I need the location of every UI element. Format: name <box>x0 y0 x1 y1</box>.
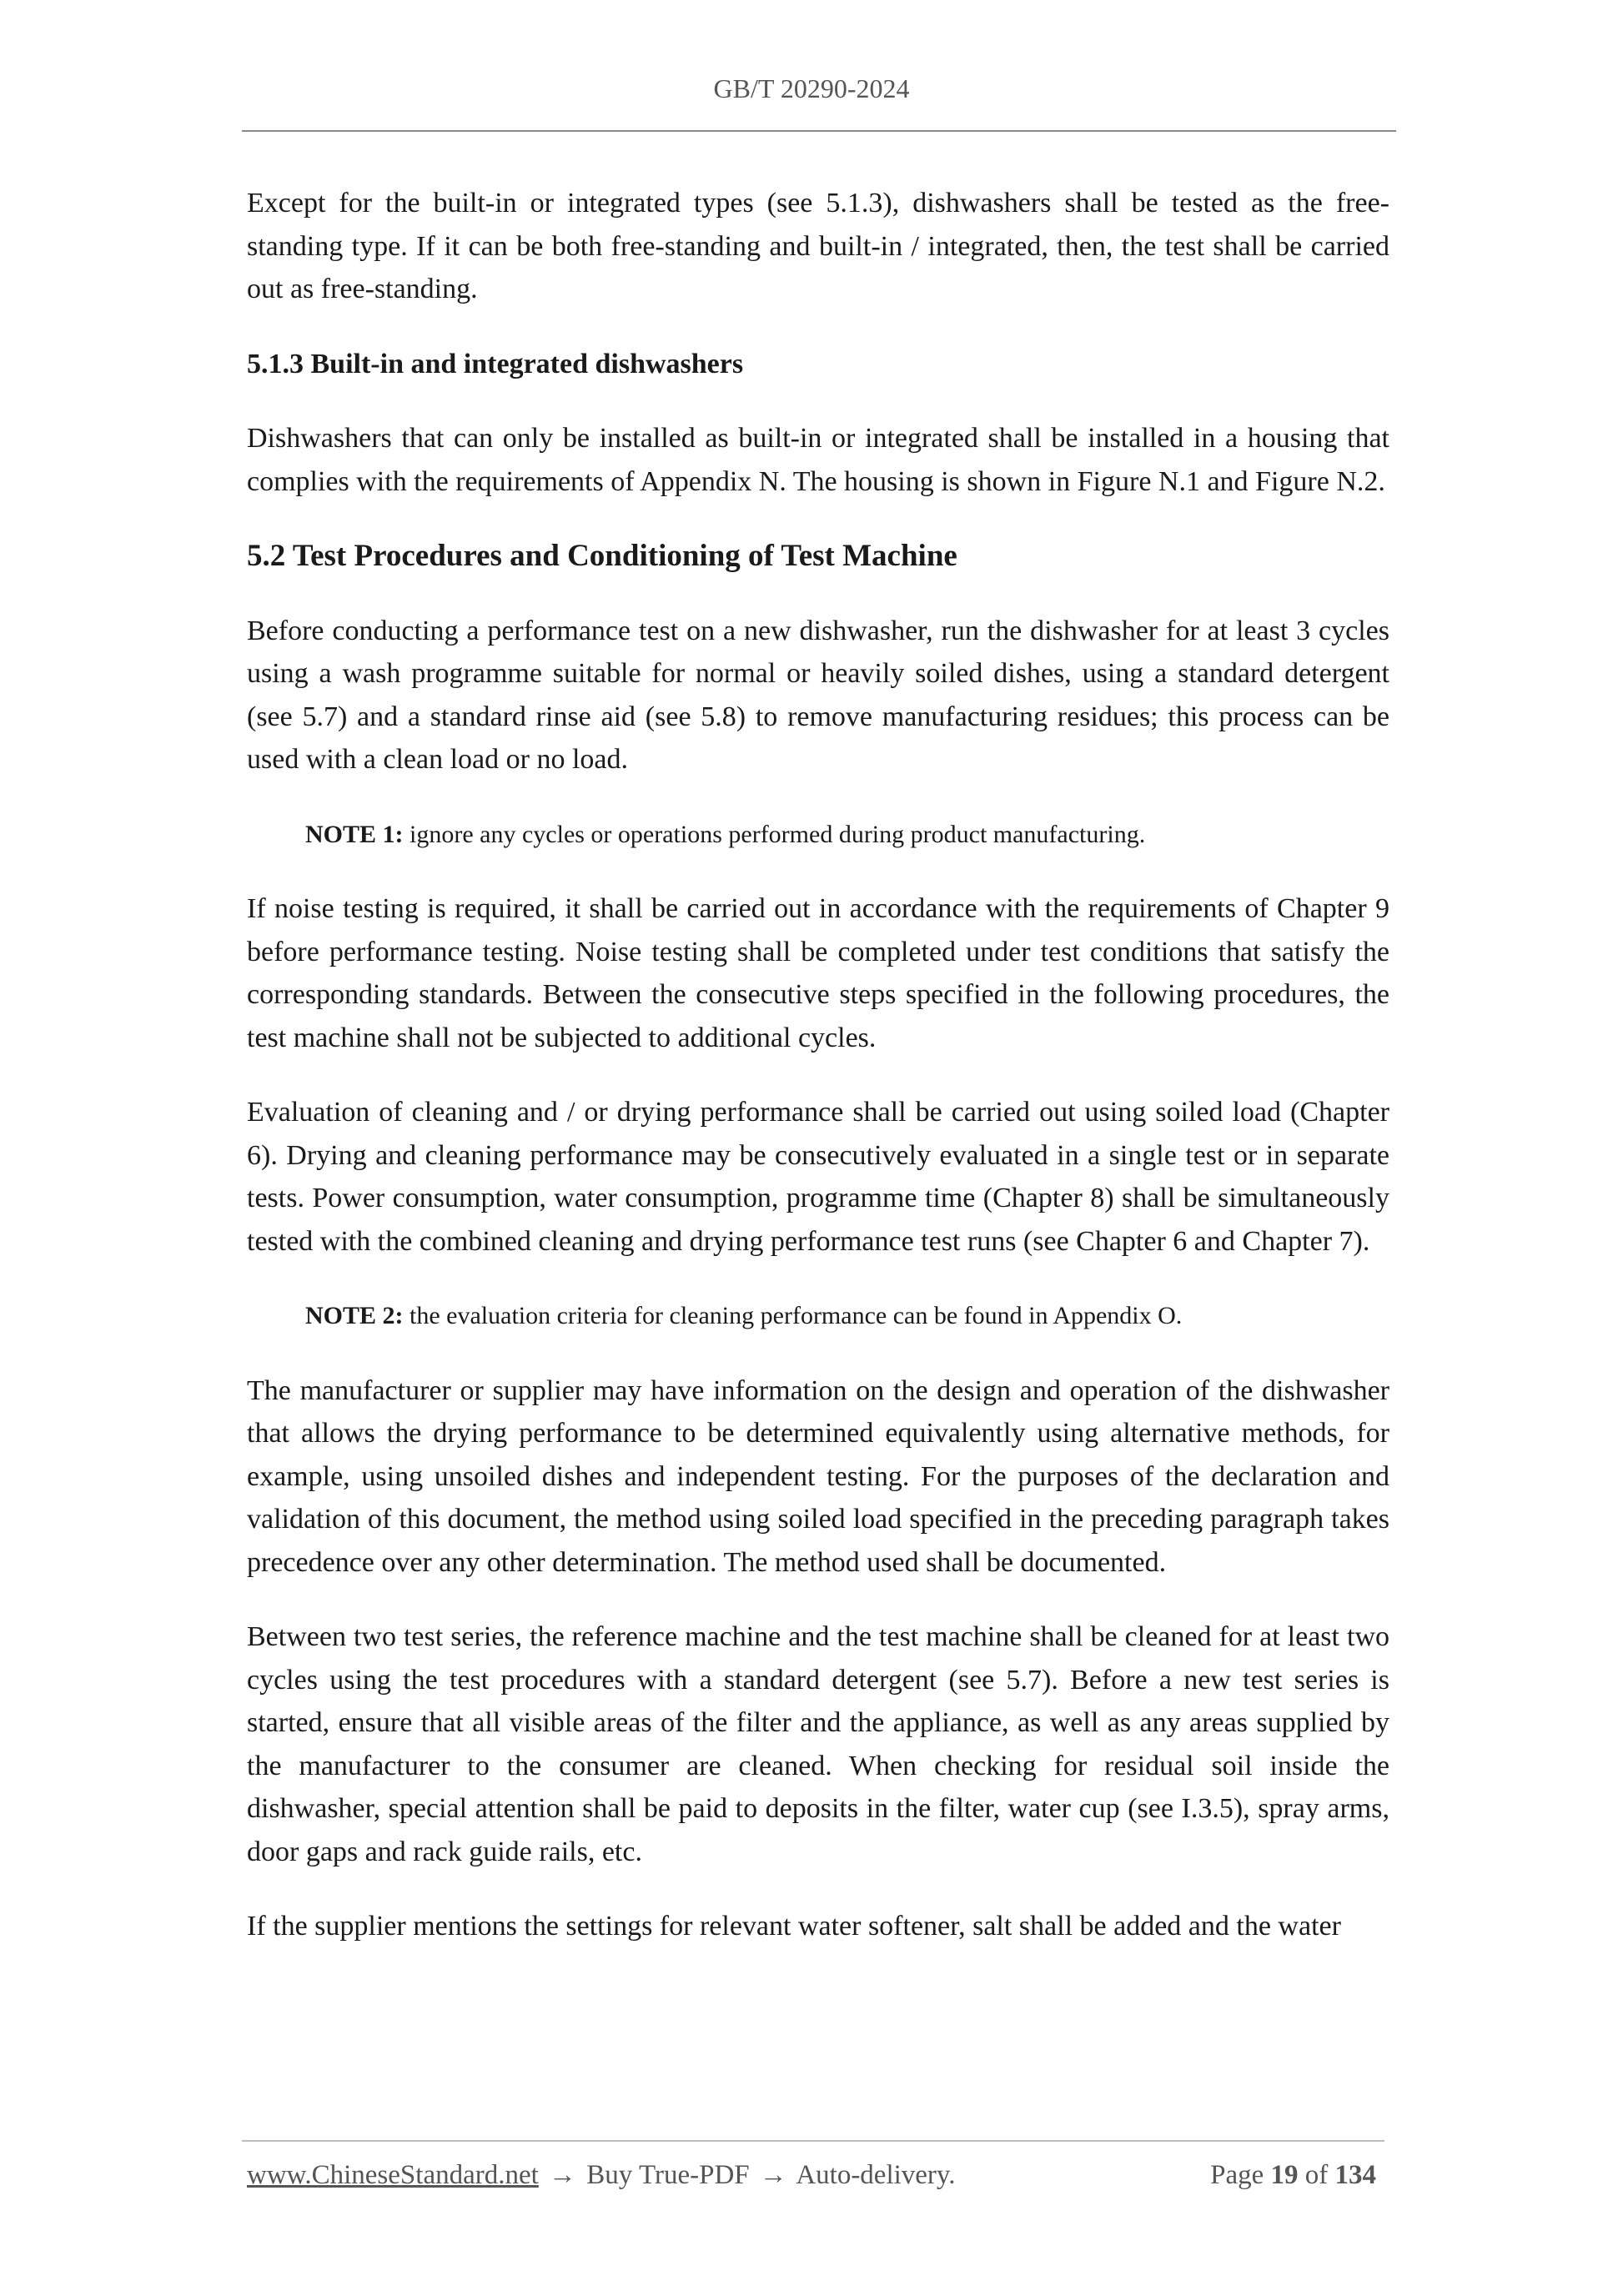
section-heading-5-2: 5.2 Test Procedures and Conditioning of Test Machine <box>247 539 957 573</box>
website-link[interactable]: www.ChineseStandard.net <box>247 2160 539 2190</box>
paragraph-water-softener: If the supplier mentions the settings for relevant water softener, salt shall be added and the water <box>247 1911 1341 1942</box>
document-id-header: GB/T 20290-2024 <box>713 73 910 103</box>
note-1-text: ignore any cycles or operations performed during product manufacturing. <box>410 820 1146 848</box>
arrow-right-icon: → <box>549 2160 577 2190</box>
section-heading-5-1-3: 5.1.3 Built-in and integrated dishwashers <box>247 348 744 379</box>
buy-pdf-text: Buy True-PDF <box>586 2160 750 2190</box>
note-2-text: the evaluation criteria for cleaning performance can be found in Appendix O. <box>410 1302 1183 1329</box>
document-body <box>247 182 1389 1980</box>
header-divider <box>242 130 1396 132</box>
paragraph-noise-testing: If noise testing is required, it shall be carried out in accordance with the requirements of Chapter 9 before performance testing. Noise testing shall be completed under test conditions that satisfy the corresponding standards. Between the consecutive steps specified in the following procedures, the test machine shall not be subjected to additional cycles. <box>247 893 1389 1053</box>
paragraph-conditioning: Before conducting a performance test on a new dishwasher, run the dishwasher for at least 3 cycles using a wash programme suitable for normal or heavily soiled dishes, using a standard detergent (see 5.7) and a standard rinse aid (see 5.8) to remove manufacturing residues; this process can be used with a clean load or no load. <box>247 615 1389 775</box>
page-current: 19 <box>1270 2160 1299 2190</box>
note-2 <box>305 1294 1389 1338</box>
auto-delivery-text: Auto-delivery. <box>796 2160 956 2190</box>
note-1 <box>305 813 1389 857</box>
paragraph-built-in: Dishwashers that can only be installed as built-in or integrated shall be installed in a housing that complies with the requirements of Appendix N. The housing is shown in Figure N.1 and Figure N.2. <box>247 423 1389 497</box>
page-number <box>1210 2160 1376 2191</box>
paragraph-alternative-methods: The manufacturer or supplier may have information on the design and operation of the dishwasher that allows the drying performance to be determined equivalently using alternative methods, for example, using unsoiled dishes and independent testing. For the purposes of the declaration and validation of this document, the method using soiled load specified in the preceding paragraph takes precedence over any other determination. The method used shall be documented. <box>247 1374 1389 1578</box>
paragraph-cleaning-between-series: Between two test series, the reference machine and the test machine shall be cleaned for at least two cycles using the test procedures with a standard detergent (see 5.7). Before a new test series is started, ensure that all visible areas of the filter and the appliance, as well as any areas supplied by the manufacturer to the consumer are cleaned. When checking for residual soil inside the dishwasher, special attention shall be paid to deposits in the filter, water cup (see I.3.5), spray arms, door gaps and rack guide rails, etc. <box>247 1621 1389 1867</box>
note-1-label: NOTE 1: <box>305 820 404 848</box>
arrow-right-icon: → <box>759 2160 787 2190</box>
page-of-label: of <box>1304 2160 1329 2190</box>
page-total: 134 <box>1334 2160 1376 2190</box>
paragraph-freestanding: Except for the built-in or integrated types (see 5.1.3), dishwashers shall be tested as the free-standing type. If it can be both free-standing and built-in / integrated, then, the test shall be carried out as free-standing. <box>247 188 1389 304</box>
page-label: Page <box>1210 2160 1264 2190</box>
footer-divider <box>242 2140 1384 2142</box>
footer-left <box>247 2160 956 2191</box>
note-2-label: NOTE 2: <box>305 1302 404 1329</box>
paragraph-evaluation: Evaluation of cleaning and / or drying performance shall be carried out using soiled load (Chapter 6). Drying and cleaning performance may be consecutively evaluated in a single test or in separate tests. Power consumption, water consumption, programme time (Chapter 8) shall be simultaneously tested with the combined cleaning and drying performance test runs (see Chapter 6 and Chapter 7). <box>247 1097 1389 1257</box>
page-footer <box>247 2160 1376 2191</box>
